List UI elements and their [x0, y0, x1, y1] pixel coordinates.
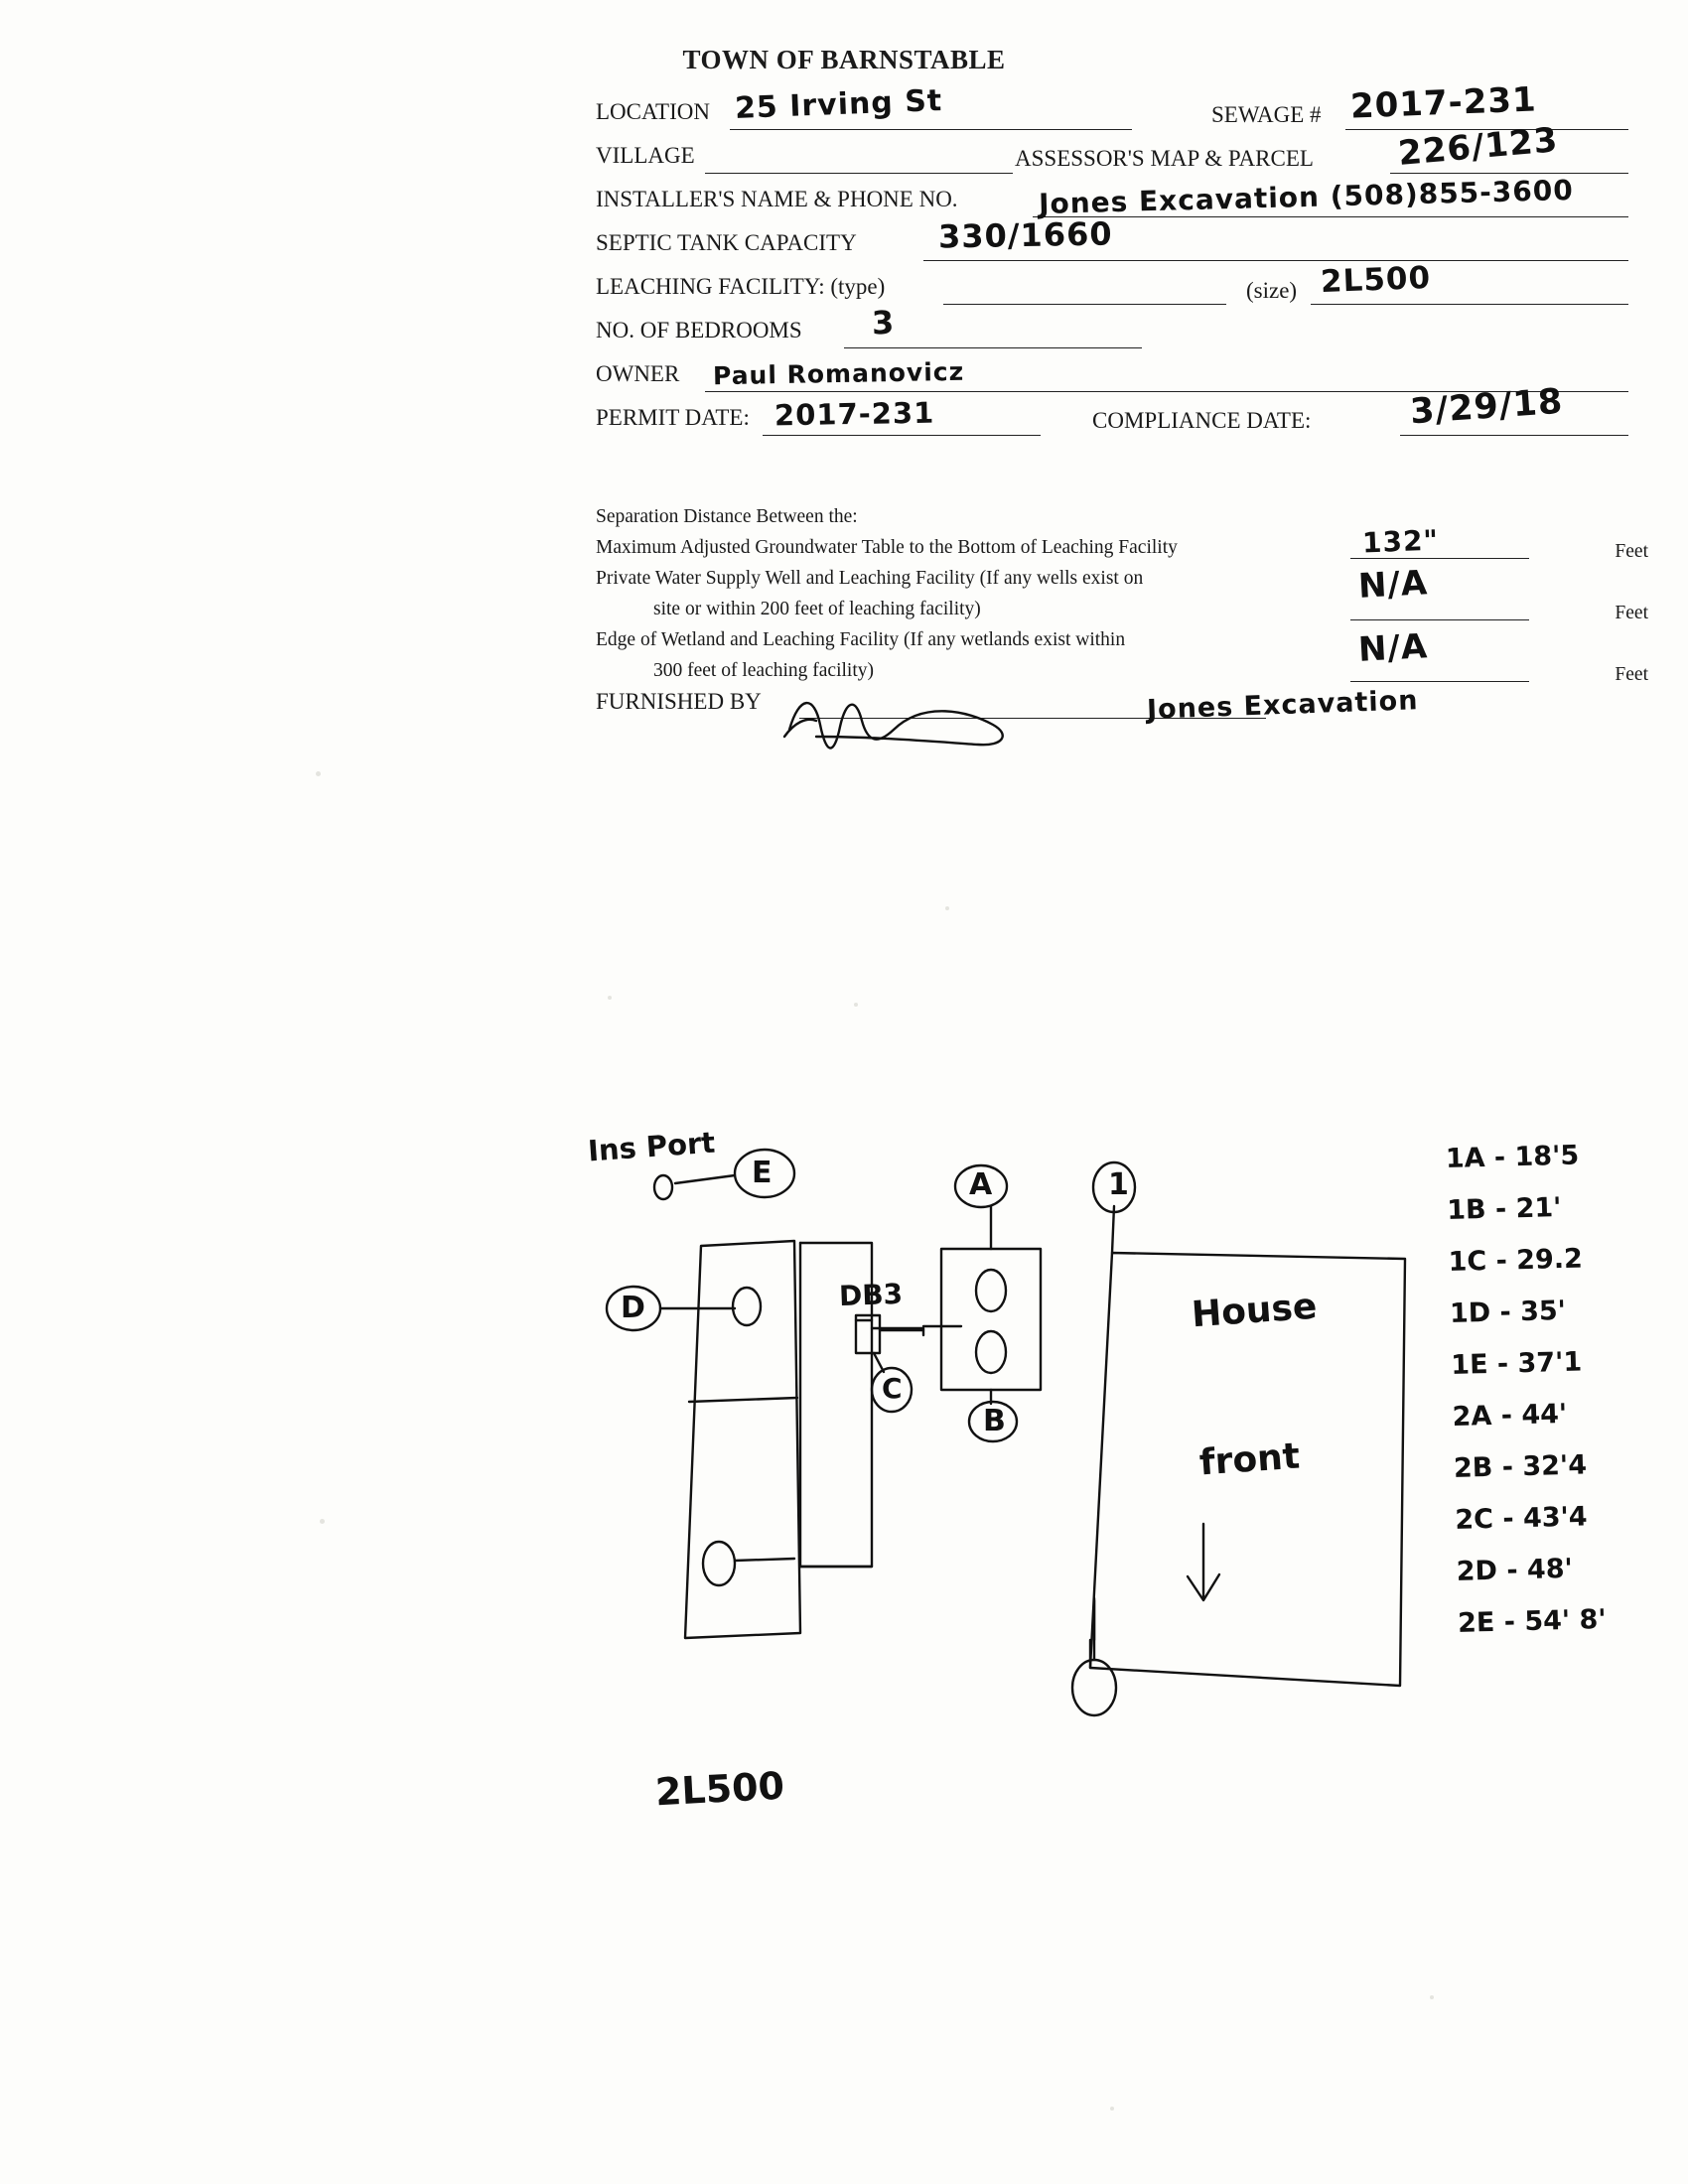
tank-size-label: 2L500 [653, 1763, 786, 1815]
scan-speck [316, 771, 321, 776]
ins-port-label: Ins Port [586, 1125, 717, 1168]
form-fields [596, 79, 1628, 449]
marker-a-label: A [969, 1167, 993, 1202]
measurement-item: 2C - 43'4 [1455, 1501, 1589, 1536]
separation-row-wetland-text: Edge of Wetland and Leaching Facility (If any wetlands exist within [596, 629, 1126, 650]
assessor-value[interactable]: 226/123 [1396, 120, 1560, 174]
scan-speck [1430, 1995, 1434, 1999]
leaching-type-rule [943, 304, 1226, 305]
scan-speck [854, 1003, 858, 1007]
size-rule [1311, 304, 1628, 305]
owner-label: OWNER [596, 361, 680, 386]
location-rule [730, 129, 1132, 130]
separation-row-groundwater-unit: Feet [1615, 541, 1648, 562]
measurement-list [1445, 1130, 1607, 1650]
separation-row-well-rule [1350, 619, 1529, 620]
row-dates [596, 381, 1628, 449]
separation-row-well-text2: site or within 200 feet of leaching facility) [653, 599, 981, 619]
separation-row-wetland-rule [1350, 681, 1529, 682]
separation-row-groundwater [596, 523, 1648, 563]
separation-row-well [596, 563, 1648, 594]
measurement-item: 1C - 29.2 [1448, 1243, 1584, 1278]
marker-b-label: B [983, 1404, 1006, 1438]
measurement-item: 1B - 21' [1446, 1192, 1562, 1227]
bedrooms-rule [844, 347, 1142, 348]
house-label: House [1190, 1286, 1319, 1336]
bedrooms-value[interactable]: 3 [871, 303, 896, 342]
scan-speck [945, 906, 949, 910]
size-value[interactable]: 2L500 [1320, 259, 1432, 301]
sewage-value[interactable]: 2017-231 [1349, 79, 1538, 127]
installer-label: INSTALLER'S NAME & PHONE NO. [596, 187, 958, 211]
separation-row-wetland-text2: 300 feet of leaching facility) [653, 660, 874, 681]
village-label: VILLAGE [596, 143, 695, 168]
sewage-label: SEWAGE # [1211, 102, 1322, 127]
furnished-by-label: FURNISHED BY [596, 689, 762, 714]
septic-capacity-value[interactable]: 330/1660 [937, 214, 1113, 256]
measurement-item: 2A - 44' [1452, 1398, 1568, 1433]
bedrooms-label: NO. OF BEDROOMS [596, 318, 802, 342]
separation-row-wetland-unit: Feet [1615, 664, 1648, 685]
permit-date-rule [763, 435, 1041, 436]
row-leaching-facility [596, 259, 1628, 318]
septic-capacity-rule [923, 260, 1628, 261]
front-label: front [1197, 1435, 1302, 1484]
measurement-item: 1D - 35' [1449, 1295, 1567, 1329]
separation-row-well-text: Private Water Supply Well and Leaching Facility (If any wells exist on [596, 568, 1144, 589]
measurement-item: 2D - 48' [1456, 1553, 1574, 1587]
separation-row-groundwater-text: Maximum Adjusted Groundwater Table to the Bottom of Leaching Facility [596, 537, 1178, 558]
row-bedrooms [596, 303, 1628, 361]
permit-date-label: PERMIT DATE: [596, 405, 750, 430]
assessor-rule [1390, 173, 1628, 174]
compliance-date-value[interactable]: 3/29/18 [1408, 381, 1565, 433]
measurement-item: 1A - 18'5 [1445, 1140, 1580, 1175]
location-label: LOCATION [596, 99, 710, 124]
scan-speck [608, 996, 612, 1000]
separation-distance-block [596, 501, 1648, 738]
marker-1-label: 1 [1108, 1167, 1129, 1202]
furnished-by-value[interactable]: Jones Excavation [1146, 685, 1419, 726]
row-septic-capacity [596, 214, 1628, 274]
separation-row-well-unit: Feet [1615, 603, 1648, 623]
separation-row-wetland [596, 624, 1648, 655]
compliance-date-rule [1400, 435, 1628, 436]
compliance-date-label: COMPLIANCE DATE: [1092, 408, 1312, 433]
separation-row-well-value[interactable]: N/A [1356, 563, 1430, 607]
dbox-label: DB3 [838, 1277, 904, 1313]
septic-capacity-label: SEPTIC TANK CAPACITY [596, 230, 857, 255]
scan-speck [320, 1519, 325, 1524]
separation-heading: Separation Distance Between the: [596, 506, 858, 527]
location-value[interactable]: 25 Irving St [734, 82, 943, 127]
separation-row-wetland-value[interactable]: N/A [1356, 626, 1430, 670]
marker-e-label: E [752, 1156, 773, 1190]
permit-date-value[interactable]: 2017-231 [774, 395, 935, 433]
marker-d-label: D [621, 1291, 645, 1325]
leaching-facility-label: LEACHING FACILITY: (type) [596, 274, 886, 299]
size-label: (size) [1246, 278, 1298, 303]
installer-value[interactable]: Jones Excavation (508)855-3600 [1038, 173, 1575, 221]
marker-c-label: C [882, 1372, 903, 1405]
measurement-item: 2B - 32'4 [1453, 1449, 1588, 1484]
separation-row-groundwater-value[interactable]: 132" [1361, 523, 1440, 560]
village-rule [705, 173, 1013, 174]
furnished-by-row [596, 686, 1648, 738]
page-title: TOWN OF BARNSTABLE [682, 45, 1006, 74]
scan-speck [1110, 2107, 1114, 2111]
owner-value[interactable]: Paul Romanovicz [712, 356, 965, 391]
assessor-label: ASSESSOR'S MAP & PARCEL [1015, 146, 1314, 171]
measurement-item: 2E - 54' 8' [1457, 1603, 1608, 1639]
measurement-item: 1E - 37'1 [1450, 1346, 1583, 1381]
